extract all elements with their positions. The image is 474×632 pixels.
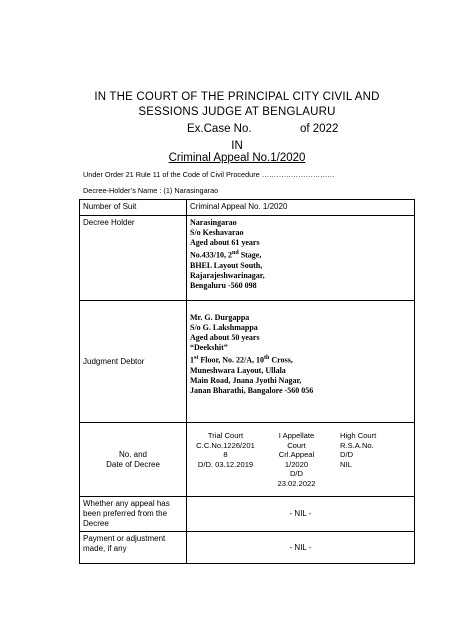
decree-holder-name: Narasingarao — [190, 218, 237, 227]
appellate-court — [261, 431, 332, 488]
appeal-label: Whether any appeal has been preferred from the Decree — [80, 497, 187, 532]
decree-label-line1: No. and — [118, 449, 148, 459]
suit-value: Criminal Appeal No. 1/2020 — [187, 200, 415, 216]
trial-court-head: Trial Court — [207, 431, 244, 440]
debtor-line: 1st Floor, No. 22/A, 10th Cross, — [190, 355, 293, 365]
table-row-suit — [80, 200, 415, 216]
appeal-value: - NIL - — [187, 497, 415, 532]
decree-holder-label: Decree Holder — [80, 216, 187, 301]
high-court — [332, 431, 411, 488]
excase-year: of 2022 — [300, 123, 339, 135]
appellate-court-line: Crl.Appeal — [278, 450, 315, 459]
table-row-decree — [80, 423, 415, 497]
trial-court — [190, 431, 261, 488]
debtor-line: Muneshwara Layout, Ullala — [190, 365, 286, 375]
high-court-line: NIL — [340, 459, 352, 469]
debtor-details — [187, 301, 415, 423]
trial-court-line: D/D. 03.12.2019 — [197, 459, 254, 469]
appellate-court-head: Court — [287, 440, 306, 450]
table-row-appeal — [80, 497, 415, 532]
decree-holder-line: S/o Keshavarao — [190, 228, 244, 237]
debtor-line: “Deekshit” — [190, 343, 228, 352]
decree-holder-line: No.433/10, 2nd Stage, — [190, 250, 262, 260]
decree-holder-name-line: Decree-Holder’s Name : (1) Narasingarao — [83, 186, 219, 195]
payment-value: - NIL - — [187, 532, 415, 564]
in-text: IN — [231, 140, 243, 152]
decree-holder-line: Rajarajeshwarinagar, — [190, 270, 265, 280]
decree-holder-line: Bengaluru -560 098 — [190, 280, 257, 290]
table-row-debtor — [80, 301, 415, 423]
debtor-line: Main Road, Jnana Jyothi Nagar, — [190, 375, 302, 385]
decree-details-table — [79, 199, 415, 564]
decree-holder-line: Aged about 61 years — [190, 238, 260, 247]
appellate-court-head: I Appellate — [278, 431, 315, 440]
excase-label: Ex.Case No. — [187, 123, 252, 135]
court-heading-line2: SESSIONS JUDGE AT BENGLAURU — [138, 106, 336, 118]
court-heading-line1: IN THE COURT OF THE PRINCIPAL CITY CIVIL AND — [94, 91, 380, 103]
appeal-title: Criminal Appeal No.1/2020 — [168, 152, 306, 164]
decree-courts — [187, 423, 415, 497]
high-court-head: High Court — [340, 431, 377, 440]
debtor-name: Mr. G. Durgappa — [190, 313, 250, 322]
decree-label — [80, 423, 187, 497]
debtor-label: Judgment Debtor — [80, 301, 187, 423]
table-row-payment — [80, 532, 415, 564]
payment-label: Payment or adjustment made, if any — [80, 532, 187, 564]
under-order-line: Under Order 21 Rule 11 of the Code of Civil Procedure ………………………… — [83, 170, 335, 179]
debtor-line: Aged about 50 years — [190, 333, 260, 342]
decree-label-line2: Date of Decree — [106, 459, 160, 469]
suit-label: Number of Suit — [80, 200, 187, 216]
appellate-court-line: D/D — [289, 469, 304, 478]
table-row-decree-holder — [80, 216, 415, 301]
high-court-line: R.S.A.No. — [340, 440, 374, 450]
debtor-line: S/o G. Lakshmappa — [190, 323, 258, 332]
appellate-court-line: 1/2020 — [284, 459, 309, 469]
trial-court-line: C.C.No.1226/201 — [196, 440, 255, 450]
trial-court-line: 8 — [223, 450, 228, 459]
decree-holder-line: BHEL Layout South, — [190, 260, 263, 270]
high-court-line: D/D — [340, 450, 354, 459]
decree-holder-details — [187, 216, 415, 301]
court-heading — [60, 90, 414, 120]
appellate-court-line: 23.02.2022 — [277, 478, 316, 488]
debtor-line: Janan Bharathi, Bangalore -560 056 — [190, 385, 314, 395]
